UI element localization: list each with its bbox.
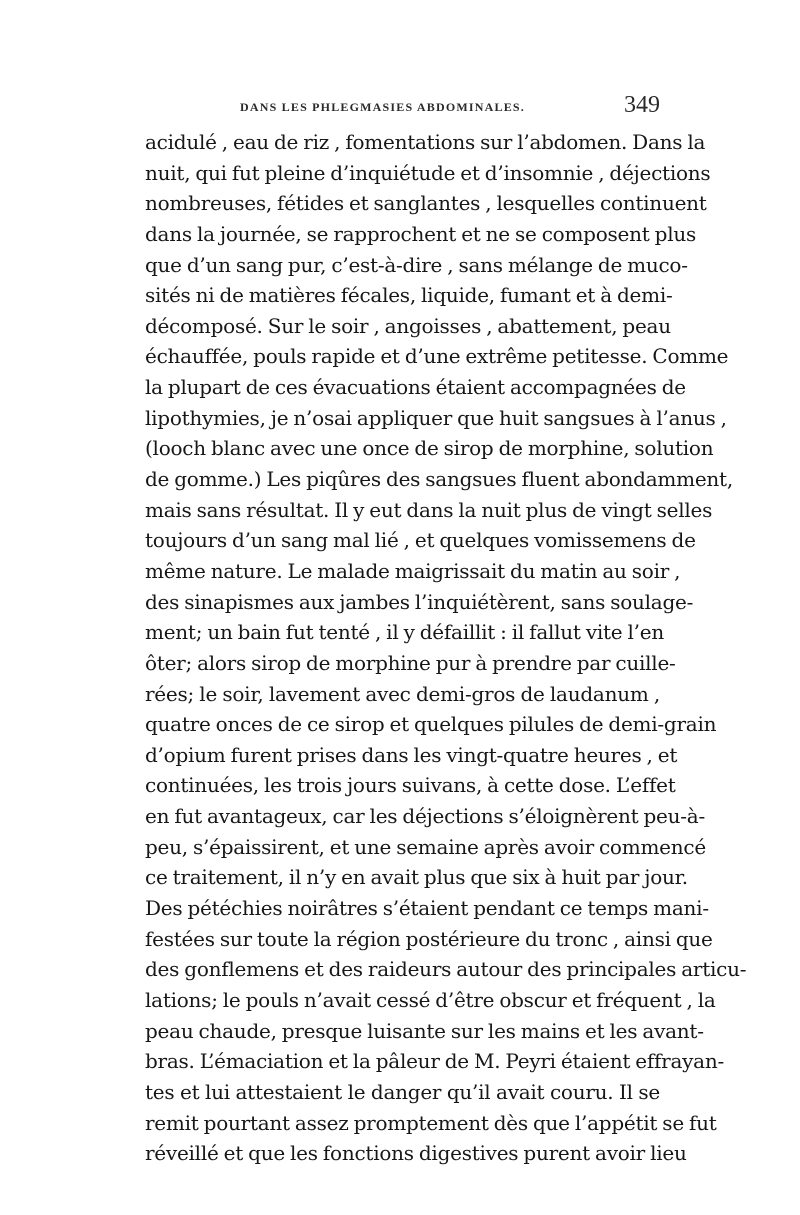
text-line: (looch blanc avec une once de sirop de morphine, solution <box>145 436 714 461</box>
text-line: ôter; alors sirop de morphine pur à prendre par cuille- <box>145 650 676 675</box>
text-line: lations; le pouls n’avait cessé d’être obscur et fréquent , la <box>145 987 716 1012</box>
text-line: sités ni de matières fécales, liquide, fumant et à demi- <box>145 283 673 308</box>
text-line: peau chaude, presque luisante sur les mains et les avant- <box>145 1018 704 1043</box>
text-line: ment; un bain fut tenté , il y défaillit : il fallut vite l’en <box>145 620 664 645</box>
text-line: même nature. Le malade maigrissait du matin au soir , <box>145 558 681 583</box>
text-line: continuées, les trois jours suivans, à cette dose. L’effet <box>145 773 676 798</box>
text-line: nombreuses, fétides et sanglantes , lesquelles continuent <box>145 191 707 216</box>
text-line: Des pétéchies noirâtres s’étaient pendant ce temps mani- <box>145 896 709 921</box>
text-line: en fut avantageux, car les déjections s’éloignèrent peu-à- <box>145 804 705 829</box>
text-line: échauffée, pouls rapide et d’une extrême petitesse. Comme <box>145 344 729 369</box>
running-title: DANS LES PHLEGMASIES ABDOMINALES. <box>240 100 525 114</box>
text-line: tes et lui attestaient le danger qu’il avait couru. Il se <box>145 1079 660 1104</box>
running-head <box>145 92 660 126</box>
text-line: réveillé et que les fonctions digestives purent avoir lieu <box>145 1141 687 1166</box>
text-line: acidulé , eau de riz , fomentations sur l’abdomen. Dans la <box>145 130 706 154</box>
text-line: peu, s’épaissirent, et une semaine après avoir commencé <box>145 834 706 859</box>
text-line: rées; le soir, lavement avec demi-gros de laudanum , <box>145 681 660 706</box>
page-number: 349 <box>624 92 660 118</box>
text-line: quatre onces de ce sirop et quelques pilules de demi-grain <box>145 712 717 737</box>
text-line: des sinapismes aux jambes l’inquiétèrent, sans soulage- <box>145 589 694 614</box>
text-line: festées sur toute la région postérieure du tronc , ainsi que <box>145 926 713 951</box>
text-line: que d’un sang pur, c’est-à-dire , sans mélange de muco- <box>145 252 688 277</box>
text-line: de gomme.) Les piqûres des sangsues fluent abondamment, <box>145 467 733 492</box>
text-line: la plupart de ces évacuations étaient accompagnées de <box>145 375 686 400</box>
text-line: bras. L’émaciation et la pâleur de M. Peyri étaient effrayan- <box>145 1049 724 1074</box>
text-line: des gonflemens et des raideurs autour des principales articu- <box>145 957 747 982</box>
text-line: remit pourtant assez promptement dès que l’appétit se fut <box>145 1110 717 1135</box>
text-line: dans la journée, se rapprochent et ne se composent plus <box>145 221 696 246</box>
text-line: ce traitement, il n’y en avait plus que six à huit par jour. <box>145 865 688 890</box>
text-line: nuit, qui fut pleine d’inquiétude et d’insomnie , déjections <box>145 160 711 185</box>
text-line: décomposé. Sur le soir , angoisses , abattement, peau <box>145 313 671 338</box>
body-text <box>145 127 747 1169</box>
text-line: d’opium furent prises dans les vingt-quatre heures , et <box>145 742 678 767</box>
text-line: mais sans résultat. Il y eut dans la nuit plus de vingt selles <box>145 497 713 522</box>
text-line: lipothymies, je n’osai appliquer que huit sangsues à l’anus , <box>145 405 727 430</box>
text-line: toujours d’un sang mal lié , et quelques vomissemens de <box>145 528 696 553</box>
